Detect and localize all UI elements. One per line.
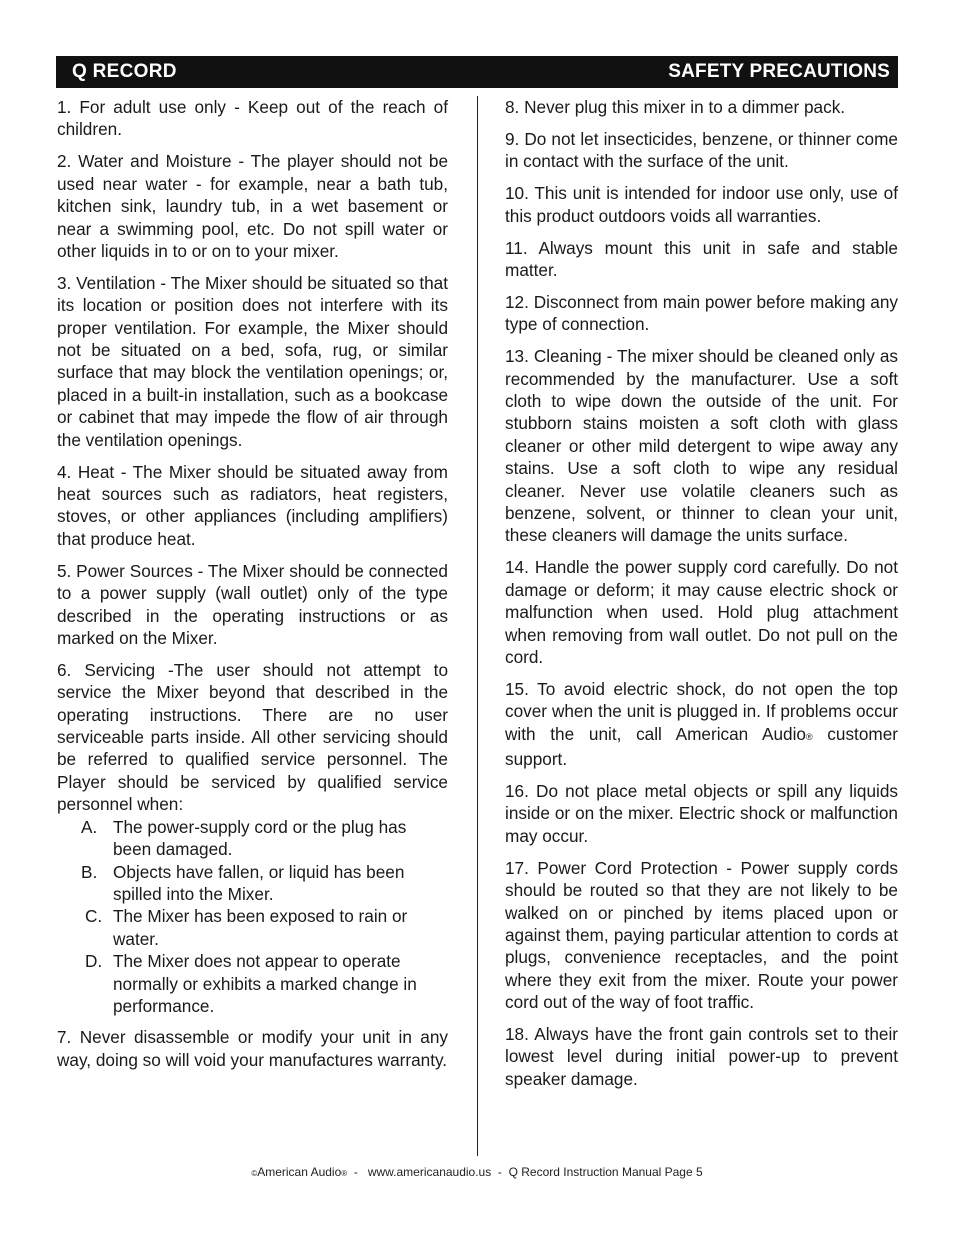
safety-item-15 — [505, 678, 898, 771]
safety-item-6: 6. Servicing -The user should not attempt to service the Mixer beyond that described in the operating instructions. There are no user serviceable parts inside. All other servicing should be referred to qualified service personnel. The Player should be serviced by qualified service personnel when: — [57, 659, 448, 815]
servicing-conditions-list — [57, 816, 448, 1018]
registered-mark: ® — [805, 731, 813, 742]
copyright-mark: © — [251, 1169, 258, 1178]
safety-item-18: 18. Always have the front gain controls set to their lowest level during initial power-up to prevent speaker damage. — [505, 1024, 898, 1089]
left-column — [57, 96, 448, 1081]
product-title: Q RECORD — [72, 61, 177, 82]
column-divider — [477, 96, 478, 1156]
safety-item-2: 2. Water and Moisture - The player should not be used near water - for example, near a bath tub, kitchen sink, laundry tub, in a wet basement or near a swimming pool, etc. Do not spill water or other liquids in to or on to your mixer. — [57, 151, 448, 261]
safety-item-4: 4. Heat - The Mixer should be situated away from heat sources such as radiators, heat registers, stoves, or other appliances (including amplifiers) that produce heat. — [57, 461, 448, 549]
list-item-text: The Mixer has been exposed to rain or water. — [113, 906, 408, 949]
safety-item-15-tail: customer support. — [505, 723, 898, 770]
list-item-text: The Mixer does not appear to operate normally or exhibits a marked change in performance. — [113, 951, 417, 1016]
list-item — [57, 816, 448, 861]
list-item-text: The power-supply cord or the plug has been damaged. — [113, 816, 407, 860]
safety-item-5: 5. Power Sources - The Mixer should be connected to a power supply (wall outlet) only of the type described in the operating instructions or as marked on the Mixer. — [57, 560, 448, 648]
section-title: SAFETY PRECAUTIONS — [668, 61, 890, 82]
footer-brand: American Audio — [257, 1165, 342, 1179]
list-item-text: Objects have fallen, or liquid has been spilled into the Mixer. — [113, 861, 405, 904]
footer-text: - www.americanaudio.us - Q Record Instruction Manual Page 5 — [347, 1165, 703, 1179]
list-item — [57, 861, 448, 906]
safety-item-16: 16. Do not place metal objects or spill any liquids inside or on the mixer. Electric shock or malfunction may occur. — [505, 780, 898, 846]
safety-item-11: 11. Always mount this unit in safe and stable matter. — [505, 237, 898, 280]
safety-item-9: 9. Do not let insecticides, benzene, or thinner come in contact with the surface of the unit. — [505, 128, 898, 172]
safety-item-15-text: 15. To avoid electric shock, do not open the top cover when the unit is plugged in. If problems occur with the unit, call American Audio — [505, 678, 898, 744]
list-item — [57, 950, 448, 1017]
safety-item-13: 13. Cleaning - The mixer should be cleaned only as recommended by the manufacturer. Use a soft cloth to wipe down the outside of the unit. For stubborn stains moisten a soft cloth with glass cleaner or other mild detergent to wipe away any stains. Use a soft cloth to wipe any residual cleaner. Never use volatile cleaners such as benzene, solvent, or thinner to clean your unit, these cleaners will damage the units surface. — [505, 346, 898, 546]
safety-item-7: 7. Never disassemble or modify your unit in any way, doing so will void your manufactures warranty. — [57, 1027, 448, 1070]
safety-item-14: 14. Handle the power supply cord carefully. Do not damage or deform; it may cause electric shock or malfunction when used. Hold plug attachment when removing from wall outlet. Do not pull on the cord. — [505, 557, 898, 667]
list-item — [57, 905, 448, 950]
safety-item-17: 17. Power Cord Protection - Power supply cords should be routed so that they are not likely to be walked on or pinched by items placed upon or against them, paying particular attention to cords at plugs, convenience receptacles, and the point where they exit from the mixer. Route your power cord out of the way of foot traffic. — [505, 857, 898, 1013]
page-header-bar — [56, 56, 898, 88]
list-item-letter: D. — [85, 951, 103, 972]
list-item-letter: B. — [81, 861, 98, 882]
right-column — [505, 96, 898, 1100]
list-item-letter: C. — [85, 906, 103, 927]
safety-item-3: 3. Ventilation - The Mixer should be situated so that its location or position does not interfere with its proper ventilation. For example, the Mixer should not be situated on a bed, sofa, rug, or similar surface that may block the ventilation openings; or, placed in a built-in installation, such as a bookcase or cabinet that may impede the flow of air through the ventilation openings. — [57, 272, 448, 450]
registered-mark: ® — [341, 1169, 348, 1178]
list-item-letter: A. — [81, 816, 98, 837]
safety-item-12: 12. Disconnect from main power before making any type of connection. — [505, 291, 898, 335]
safety-item-1: 1. For adult use only - Keep out of the reach of children. — [57, 97, 448, 140]
page-footer — [0, 1165, 954, 1179]
safety-item-10: 10. This unit is intended for indoor use only, use of this product outdoors voids all warranties. — [505, 183, 898, 226]
safety-item-8: 8. Never plug this mixer in to a dimmer pack. — [505, 97, 846, 117]
